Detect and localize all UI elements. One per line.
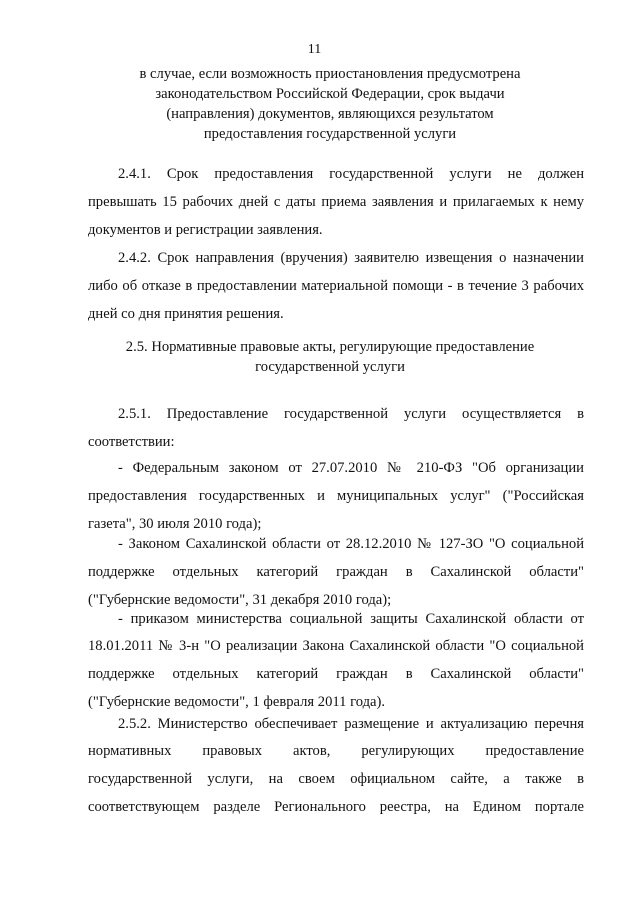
paragraph-2-4-2 [88,272,584,328]
heading-line: законодательством Российской Федерации, срок выдачи [155,86,505,102]
text-line: либо об отказе в предоставлении материальной помощи - в течение 3 рабочих [88,278,584,294]
heading-line: предоставления государственной услуги [203,126,457,142]
text-line: дней со дня принятия решения. [88,306,284,323]
law-item-3 [88,632,584,717]
paragraph-2-5-1-first [118,400,584,428]
paragraph-2-4-1-first [118,160,584,188]
text-line: государственной услуги, на своем официальном сайте, а также в [88,771,584,788]
text-line: ("Губернские ведомости", 1 февраля 2011 года). [88,694,385,711]
text-line: 2.5.2. Министерство обеспечивает размещение и актуализацию перечня [118,716,584,732]
text-line: поддержке отдельных категорий граждан в Сахалинской области" [88,564,584,580]
text-line: предоставления государственных и муниципальных услуг" ("Российская [88,488,584,504]
heading-line: (направления) документов, являющихся результатом [166,106,494,122]
text-line: 2.5.1. Предоставление государственной услуги осуществляется в [118,406,584,422]
text-line: - приказом министерства социальной защиты Сахалинской области от [118,611,584,627]
paragraph-2-4-2-first [118,244,584,272]
paragraph-2-5-1 [88,428,584,456]
text-line: газета", 30 июля 2010 года); [88,516,262,533]
heading-line: государственной услуги [255,359,405,375]
text-line: ("Губернские ведомости", 31 декабря 2010 года); [88,592,392,609]
paragraph-2-5-2-first [118,710,584,738]
text-line: превышать 15 рабочих дней с даты приема заявления и прилагаемых к нему [88,194,584,210]
law-item-1-first [118,454,584,482]
paragraph-2-5-2 [88,737,584,822]
text-line: 2.4.2. Срок направления (вручения) заявителю извещения о назначении [118,250,584,266]
law-item-2-first [118,530,584,558]
text-line: документов и регистрации заявления. [88,222,323,239]
law-item-3-first [118,605,584,633]
text-line: соответствии: [88,434,175,450]
paragraph-2-4-1 [88,188,584,244]
text-line: 2.4.1. Срок предоставления государственной услуги не должен [118,166,584,182]
text-line: 18.01.2011 № 3-н "О реализации Закона Сахалинской области "О социальной [88,638,584,654]
section-heading-2-5 [80,337,580,377]
text-line: - Законом Сахалинской области от 28.12.2010 № 127-ЗО "О социальной [118,536,584,552]
text-line: - Федеральным законом от 27.07.2010 № 210-ФЗ "Об организации [118,460,584,476]
section-heading-deadline [80,64,580,144]
heading-line: в случае, если возможность приостановления предусмотрена [139,66,521,82]
text-line: соответствующем разделе Регионального реестра, на Едином портале [88,799,584,816]
page-number: 11 [307,42,322,57]
text-line: нормативных правовых актов, регулирующих предоставление [88,743,584,759]
text-line: поддержке отдельных категорий граждан в Сахалинской области" [88,666,584,683]
heading-line: 2.5. Нормативные правовые акты, регулирующие предоставление [125,339,535,355]
